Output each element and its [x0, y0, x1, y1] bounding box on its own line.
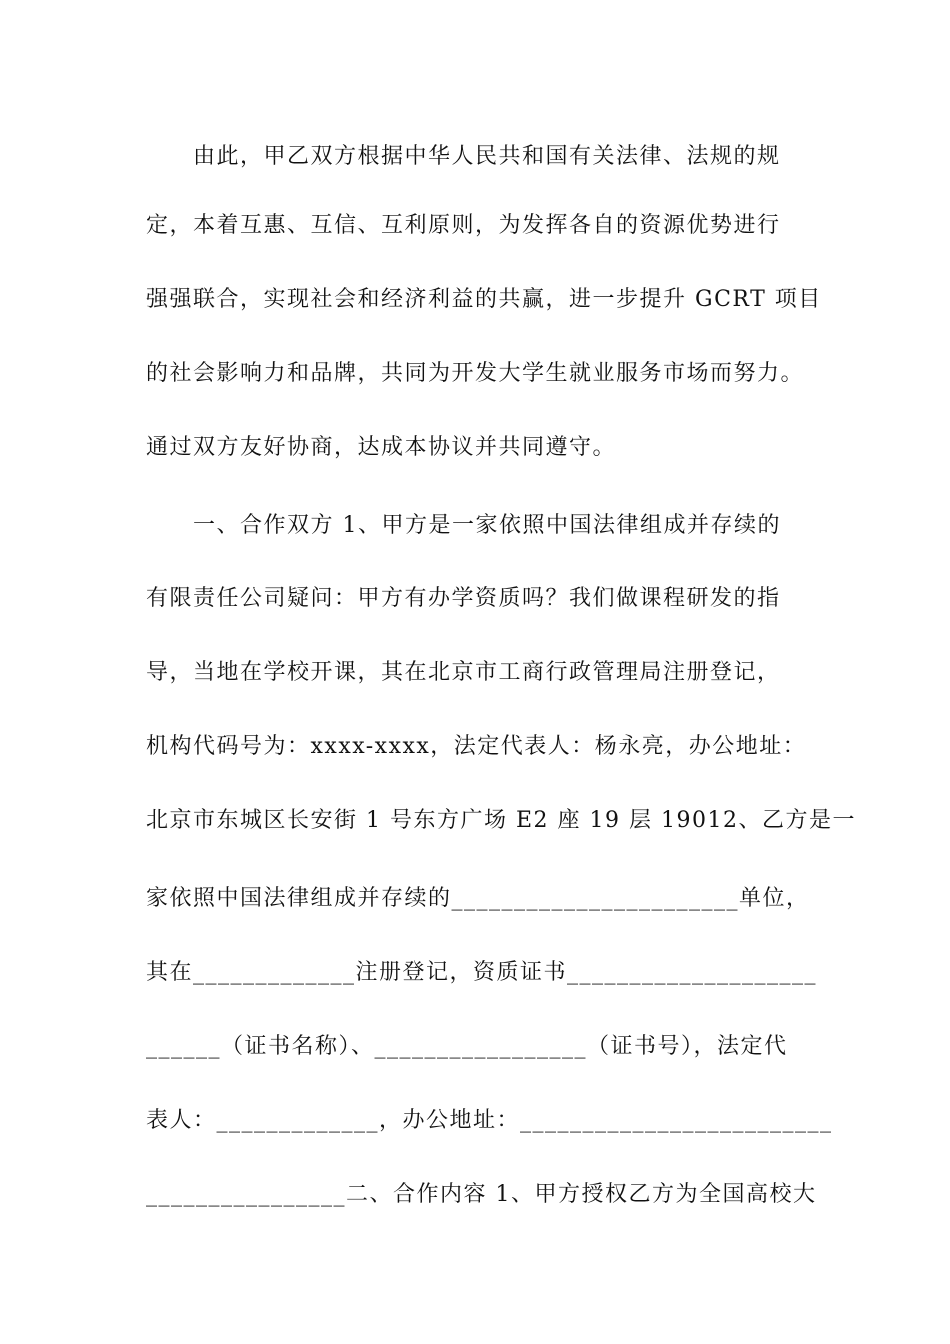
paragraph-line-3: 强强联合，实现社会和经济利益的共赢，进一步提升 GCRT 项目: [146, 287, 822, 312]
section-one-line-7: 其在_____________注册登记，资质证书____________________: [146, 960, 818, 985]
section-one-line-9: 表人：_____________，办公地址：_________________________: [146, 1108, 833, 1133]
paragraph-line-5: 通过双方友好协商，达成本协议并共同遵守。: [146, 435, 617, 460]
paragraph-line-1: 由此，甲乙双方根据中华人民共和国有关法律、法规的规: [193, 144, 781, 169]
section-one-line-2: 有限责任公司疑问：甲方有办学资质吗？我们做课程研发的指: [146, 586, 781, 611]
paragraph-line-2: 定，本着互惠、互信、互利原则，为发挥各自的资源优势进行: [146, 213, 781, 238]
section-one-line-8: ______（证书名称）、_________________（证书号），法定代: [146, 1034, 788, 1059]
section-one-line-3: 导，当地在学校开课，其在北京市工商行政管理局注册登记，: [146, 660, 781, 685]
section-one-line-4: 机构代码号为：xxxx-xxxx，法定代表人：杨永亮，办公地址：: [146, 734, 807, 759]
section-one-line-1: 一、合作双方 1、甲方是一家依照中国法律组成并存续的: [193, 513, 781, 538]
section-one-line-6: 家依照中国法律组成并存续的_______________________单位，: [146, 886, 810, 911]
paragraph-line-4: 的社会影响力和品牌，共同为开发大学生就业服务市场而努力。: [146, 361, 805, 386]
section-one-line-5: 北京市东城区长安街 1 号东方广场 E2 座 19 层 19012、乙方是一: [146, 808, 856, 833]
section-two-line-1: ________________二、合作内容 1、甲方授权乙方为全国高校大: [146, 1182, 817, 1207]
